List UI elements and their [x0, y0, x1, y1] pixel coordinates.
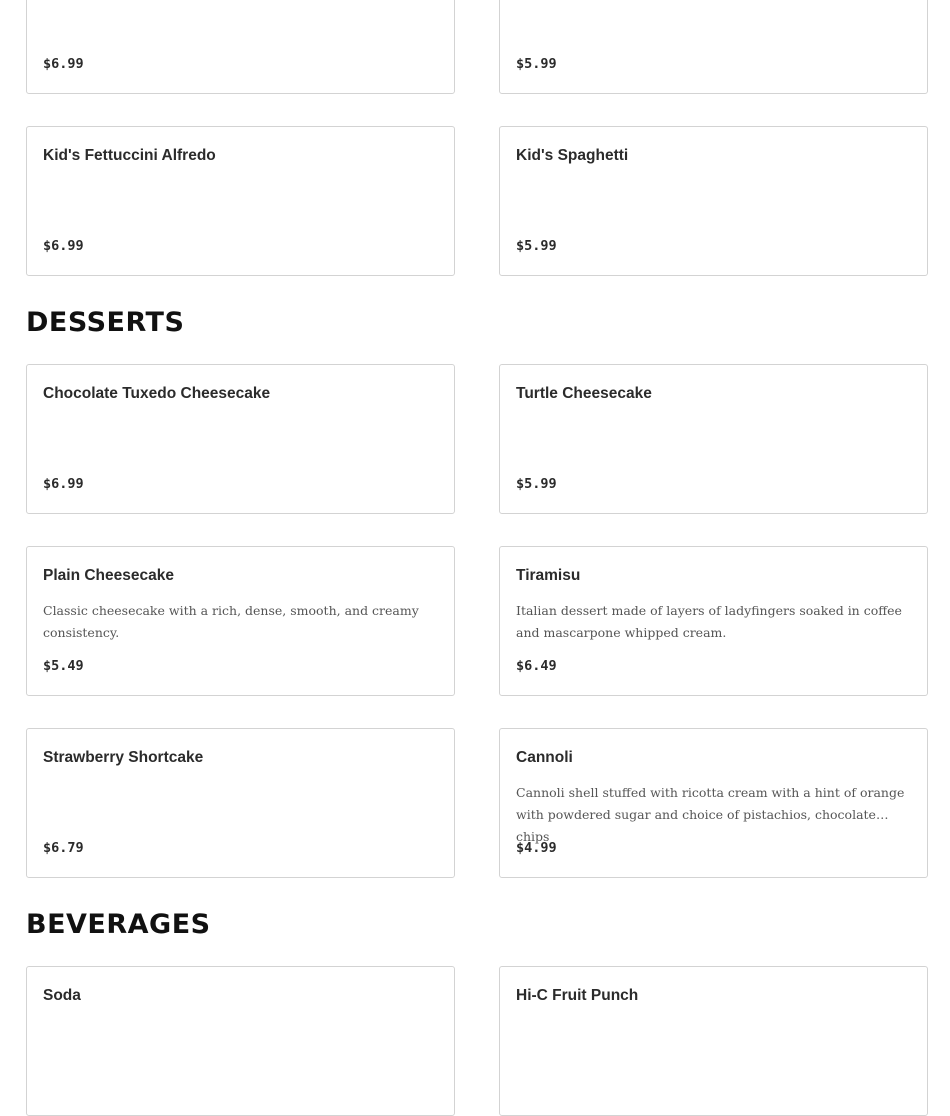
- menu-item-name: Plain Cheesecake: [43, 567, 174, 584]
- menu-item-name: Kid's Spaghetti: [516, 147, 629, 164]
- menu-item-name: Hi-C Fruit Punch: [516, 987, 639, 1004]
- section-title-desserts: DESSERTS: [26, 307, 185, 338]
- menu-item-card[interactable]: [26, 728, 455, 878]
- menu-item-card[interactable]: [499, 728, 928, 878]
- menu-row: [26, 728, 928, 878]
- menu-item-price: $6.99: [43, 238, 84, 254]
- menu-item-card[interactable]: [26, 126, 455, 276]
- menu-row: [26, 126, 928, 276]
- menu-item-name: Cannoli: [516, 749, 573, 766]
- menu-item-price: $5.49: [43, 658, 84, 674]
- menu-item-card[interactable]: [26, 0, 455, 94]
- menu-row: [26, 0, 928, 94]
- menu-item-price: $5.99: [516, 476, 557, 492]
- menu-item-description: Cannoli shell stuffed with ricotta cream with a hint of orange with powdered sugar and choice of pistachios, chocolate chips: [516, 785, 905, 844]
- menu-item-price: $4.99: [516, 840, 557, 856]
- section-title-beverages: BEVERAGES: [26, 909, 211, 940]
- menu-item-card[interactable]: [26, 546, 455, 696]
- menu-item-name: Kid's Fettuccini Alfredo: [43, 147, 216, 164]
- menu-item-name: Chocolate Tuxedo Cheesecake: [43, 385, 271, 402]
- menu-item-card[interactable]: [499, 546, 928, 696]
- menu-item-price: $6.49: [516, 658, 557, 674]
- menu-item-price: $5.99: [516, 56, 557, 72]
- menu-item-card[interactable]: [26, 364, 455, 514]
- menu-item-price: $6.99: [43, 56, 84, 72]
- menu-item-name: Turtle Cheesecake: [516, 385, 652, 402]
- menu-item-description: Classic cheesecake with a rich, dense, smooth, and creamy consistency.: [43, 603, 419, 640]
- menu-row: [26, 364, 928, 514]
- menu-item-name: Tiramisu: [516, 567, 581, 584]
- menu-item-price: $5.99: [516, 238, 557, 254]
- menu-item-price: $6.79: [43, 840, 84, 856]
- menu-row: [26, 546, 928, 696]
- menu-item-card[interactable]: [26, 966, 455, 1116]
- menu-item-card[interactable]: [499, 126, 928, 276]
- menu-item-card[interactable]: [499, 364, 928, 514]
- menu-item-name: Strawberry Shortcake: [43, 749, 204, 766]
- menu-item-description: Italian dessert made of layers of ladyfingers soaked in coffee and mascarpone whipped cream.: [516, 603, 902, 640]
- menu-item-name: Soda: [43, 987, 81, 1004]
- menu-item-card[interactable]: [499, 966, 928, 1116]
- menu-item-price: $6.99: [43, 476, 84, 492]
- menu-item-card[interactable]: [499, 0, 928, 94]
- menu-row: [26, 966, 928, 1116]
